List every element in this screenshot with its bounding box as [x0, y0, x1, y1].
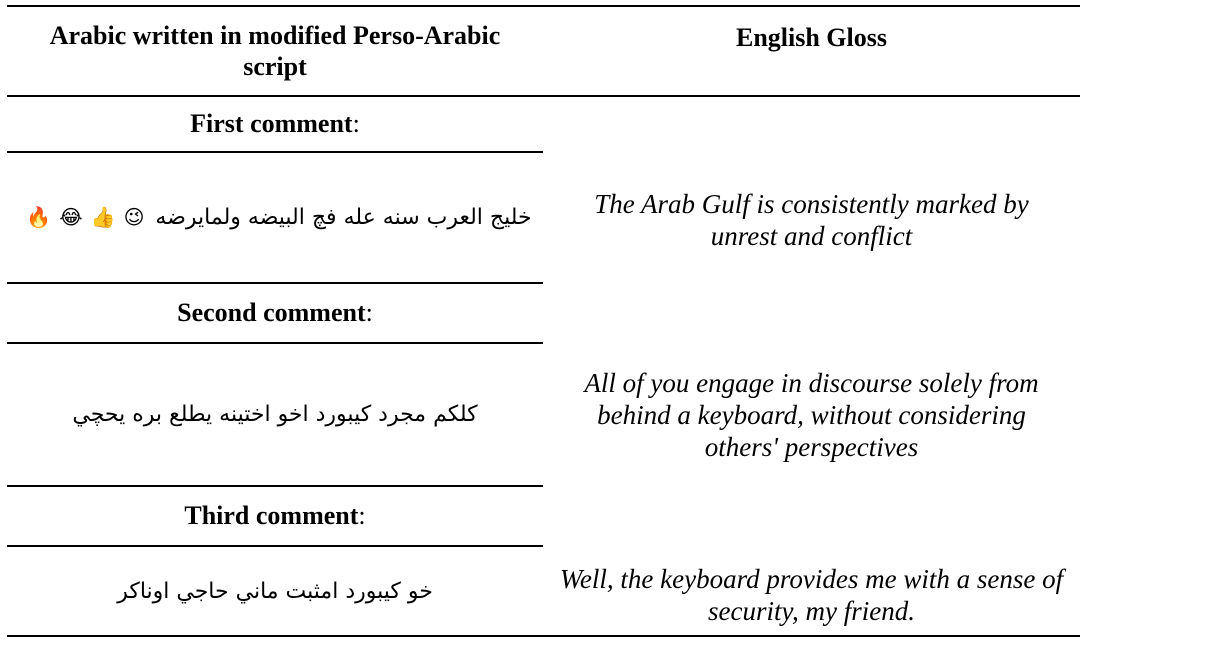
winking-face-icon: 😉 [123, 205, 145, 229]
row-2-label [7, 284, 543, 342]
row-3-label [7, 487, 543, 545]
row-1-gloss: The Arab Gulf is consistently marked by unrest and conflict [594, 188, 1029, 251]
row-3-label-colon: : [358, 501, 366, 530]
row-3-label-text: Third comment [184, 501, 359, 530]
tears-of-joy-icon: 😂 [59, 205, 83, 229]
row-1-label-colon: : [352, 109, 360, 138]
row-1-label-text: First comment [190, 109, 353, 138]
thumbs-up-icon: 👍 [90, 205, 116, 229]
header-arabic-column: Arabic written in modified Perso-Arabic script [49, 21, 501, 81]
row-1-label [7, 97, 543, 151]
row-1-arabic-text: خليج العرب سنه عله فچ البيضه ولمايرضه [155, 205, 532, 230]
row-2-label-text: Second comment [177, 298, 366, 327]
row-1-arabic [7, 153, 543, 282]
row-3-arabic: خو كيبورد امثبت ماني حاجي اوناكر [117, 578, 433, 604]
row-3-gloss: Well, the keyboard provides me with a sense of security, my friend. [559, 564, 1064, 626]
header-english-gloss: English Gloss [735, 22, 887, 52]
row-2-arabic: كلكم مجرد كيبورد اخو اختينه يطلع بره يحچي [72, 402, 478, 427]
row-1-emojis [22, 205, 148, 229]
row-2-gloss: All of you engage in discourse solely from behind a keyboard, without considering others' perspectives [584, 368, 1039, 462]
fire-icon: 🔥 [26, 205, 52, 229]
row-2-label-colon: : [365, 298, 373, 327]
